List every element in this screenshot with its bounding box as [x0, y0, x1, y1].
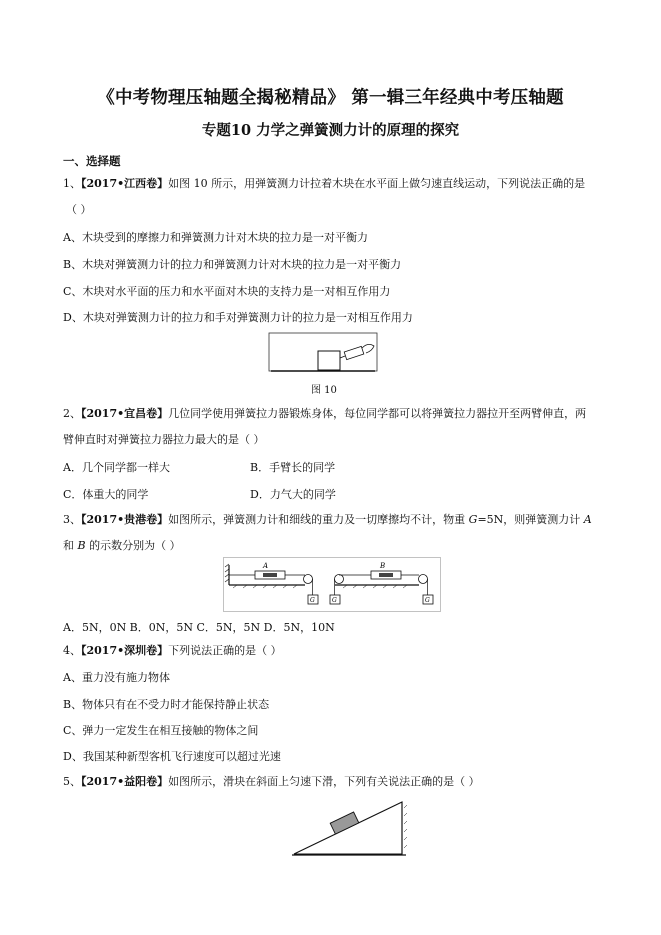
question-2-option-d: D．力气大的同学	[250, 488, 336, 501]
question-number: 3、	[63, 513, 81, 526]
figure-q3-spring-scales	[223, 557, 441, 612]
question-2-option-c: C．体重大的同学	[63, 488, 149, 501]
variable-a: A	[583, 513, 592, 526]
question-1-option-c: C、木块对水平面的压力和水平面对木块的支持力是一对相互作用力	[63, 285, 391, 298]
variable-g: G	[468, 513, 478, 526]
question-source: 【2017•贵港卷】	[81, 513, 169, 526]
label-g-3: G	[425, 597, 430, 604]
document-title: 《中考物理压轴题全揭秘精品》 第一辑三年经典中考压轴题	[97, 88, 564, 108]
document-subtitle: 专题10 力学之弹簧测力计的原理的探究	[201, 122, 460, 139]
question-source: 【2017•宜昌卷】	[81, 407, 169, 420]
question-2-line2: 臂伸直时对弹簧拉力器拉力最大的是（ ）	[63, 433, 265, 446]
question-text: 下列说法正确的是（ ）	[168, 644, 282, 657]
question-1-line1	[63, 176, 585, 192]
question-number: 5、	[63, 775, 81, 788]
variable-b: B	[77, 539, 86, 552]
question-number: 1、	[63, 177, 81, 190]
question-source: 【2017•益阳卷】	[81, 775, 169, 788]
question-source: 【2017•江西卷】	[81, 177, 169, 190]
question-1-line2: （ ）	[66, 203, 92, 216]
question-1-option-a: A、木块受到的摩擦力和弹簧测力计对木块的拉力是一对平衡力	[63, 231, 368, 244]
question-4-line1	[63, 643, 282, 659]
question-text: 几位同学使用弹簧拉力器锻炼身体，每位同学都可以将弹簧拉力器拉开至两臂伸直，两	[168, 407, 587, 420]
figure-10-caption: 图 10	[311, 385, 337, 396]
question-text: 如图 10 所示，用弹簧测力计拉着木块在水平面上做匀速直线运动，下列说法正确的是	[168, 177, 586, 190]
question-3-line1: 3、【2017•贵港卷】如图所示，弹簧测力计和细线的重力及一切摩擦均不计，物重 G=5N，则弹簧测力计 A	[63, 513, 592, 526]
question-2-option-a: A．几个同学都一样大	[63, 461, 170, 474]
question-number: 4、	[63, 644, 81, 657]
question-2-line1	[63, 406, 586, 422]
question-3-line2: 和 B 的示数分别为（ ）	[63, 539, 181, 552]
figure-q5-incline-slider	[290, 798, 410, 860]
question-4-option-b: B、物体只有在不受力时才能保持静止状态	[63, 698, 270, 711]
question-number: 2、	[63, 407, 81, 420]
question-5-line1	[63, 774, 480, 790]
label-g-1: G	[310, 597, 315, 604]
question-text: 如图所示，滑块在斜面上匀速下滑，下列有关说法正确的是（ ）	[168, 775, 480, 788]
question-3-options: A．5N，0N B．0N，5N C．5N，5N D．5N，10N	[63, 621, 335, 634]
label-a: A	[263, 562, 269, 570]
question-1-option-b: B、木块对弹簧测力计的拉力和弹簧测力计对木块的拉力是一对平衡力	[63, 258, 402, 271]
question-4-option-a: A、重力没有施力物体	[63, 671, 170, 684]
question-1-option-d: D、木块对弹簧测力计的拉力和手对弹簧测力计的拉力是一对相互作用力	[63, 311, 413, 324]
label-g-2: G	[332, 597, 337, 604]
label-b: B	[380, 562, 386, 570]
section-heading: 一、选择题	[63, 154, 121, 168]
question-4-option-d: D、我国某种新型客机飞行速度可以超过光速	[63, 750, 281, 763]
question-4-option-c: C、弹力一定发生在相互接触的物体之间	[63, 724, 259, 737]
question-2-option-b: B．手臂长的同学	[250, 461, 336, 474]
question-source: 【2017•深圳卷】	[81, 644, 169, 657]
